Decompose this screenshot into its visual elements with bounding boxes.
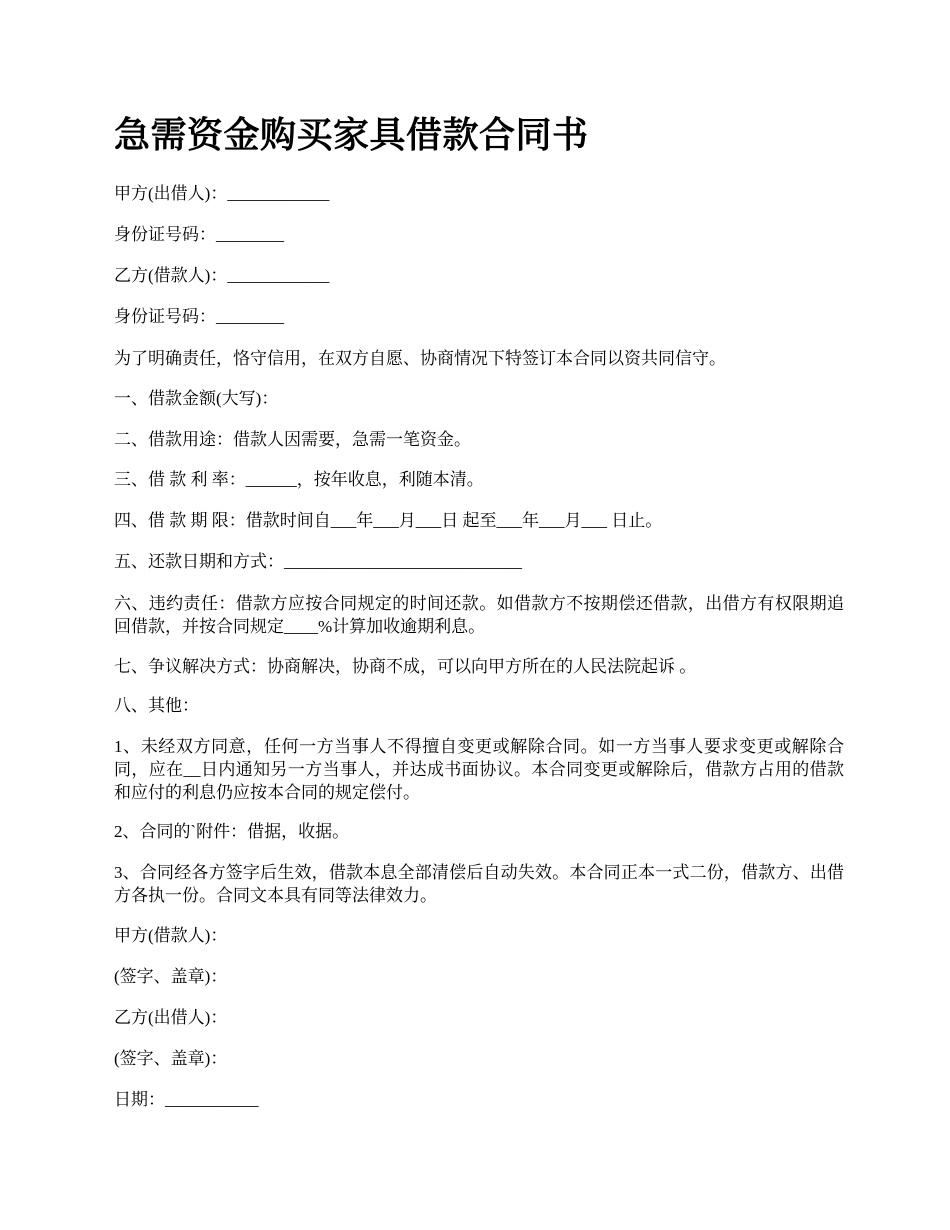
clause-dispute-resolution: 七、争议解决方式：协商解决，协商不成，可以向甲方所在的人民法院起诉 。 — [114, 657, 697, 676]
clause-loan-purpose: 二、借款用途：借款人因需要，急需一笔资金。 — [114, 430, 471, 449]
party-b-id-line: 身份证号码：________ — [114, 307, 284, 326]
other-item-1: 1、未经双方同意，任何一方当事人不得擅自变更或解除合同。如一方当事人要求变更或解除合同，应在__日内通知另一方当事人，并达成书面协议。本合同变更或解除后，借款方占用的借款和应付的利息仍应按本合同的规定偿付。 — [114, 737, 844, 802]
clause-loan-amount: 一、借款金额(大写)： — [114, 389, 279, 408]
signature-party-b: 乙方(出借人)： — [114, 1008, 228, 1027]
signature-seal-b: (签字、盖章)： — [114, 1049, 228, 1068]
signature-party-a: 甲方(借款人)： — [114, 926, 228, 945]
signature-seal-a: (签字、盖章)： — [114, 967, 228, 986]
preamble-paragraph: 为了明确责任，恪守信用，在双方自愿、协商情况下特签订本合同以资共同信守。 — [114, 349, 726, 368]
party-a-lender-line: 甲方(出借人)：____________ — [114, 184, 330, 203]
clause-other-heading: 八、其他： — [114, 696, 199, 715]
clause-interest-rate: 三、借 款 利 率：______，按年收息，利随本清。 — [114, 470, 484, 489]
clause-breach-liability: 六、违约责任：借款方应按合同规定的时间还款。如借款方不按期偿还借款，出借方有权限期追回借款，并按合同规定____%计算加收逾期利息。 — [114, 594, 844, 636]
other-item-3: 3、合同经各方签字后生效，借款本息全部清偿后自动失效。本合同正本一式二份，借款方、出借方各执一份。合同文本具有同等法律效力。 — [114, 863, 844, 905]
party-b-borrower-line: 乙方(借款人)：____________ — [114, 266, 330, 285]
document-title: 急需资金购买家具借款合同书 — [114, 115, 589, 156]
party-a-id-line: 身份证号码：________ — [114, 225, 284, 244]
clause-repayment: 五、还款日期和方式：____________________________ — [114, 552, 522, 571]
signature-date: 日期：___________ — [114, 1090, 259, 1109]
clause-loan-term: 四、借 款 期 限：借款时间自___年___月___日 起至___年___月___ 日止。 — [114, 511, 663, 530]
other-item-2: 2、合同的`附件：借据，收据。 — [114, 822, 350, 841]
